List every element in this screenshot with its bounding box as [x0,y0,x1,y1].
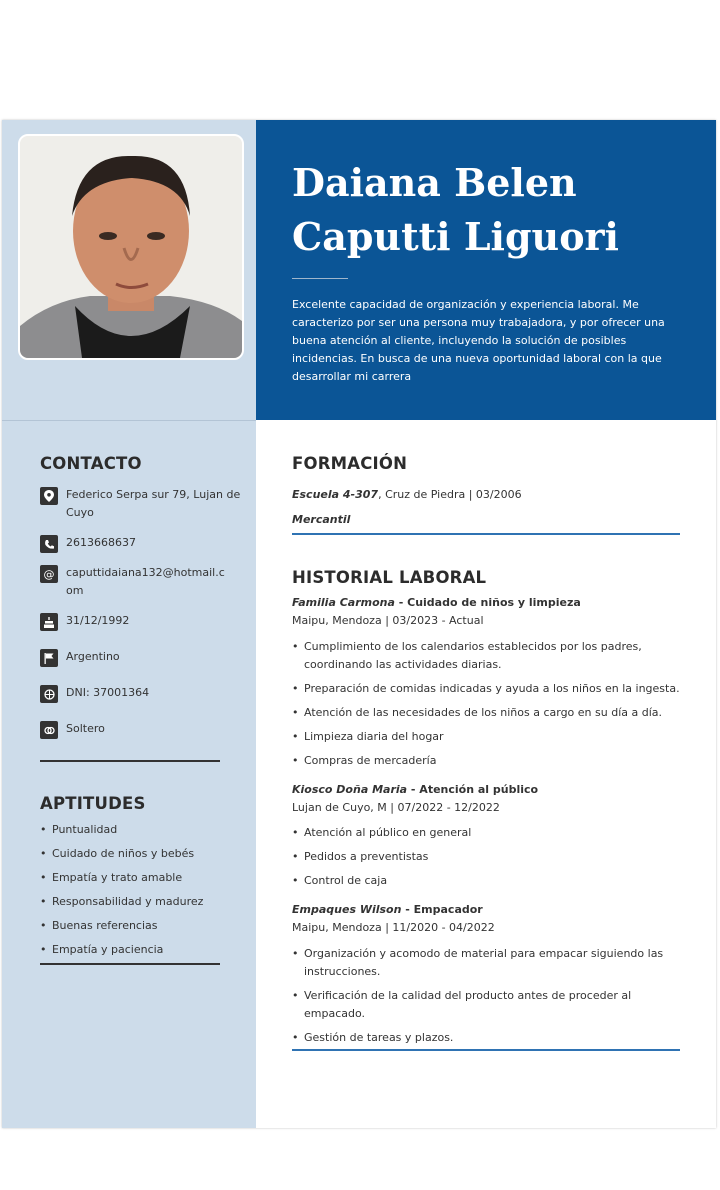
job-bullet: • Gestión de tareas y plazos. [292,1029,682,1047]
job-meta: Maipu, Mendoza | 03/2023 - Actual [292,614,484,627]
contact-dni [40,684,250,703]
skills-list [40,821,250,959]
job-company: Kiosco Doña Maria [292,783,408,796]
job-role: - Atención al público [407,783,539,796]
skill-item: • Cuidado de niños y bebés [40,845,250,863]
skill-item: • Buenas referencias [40,917,250,935]
job-bullet: • Atención de las necesidades de los niños a cargo en su día a día. [292,704,682,722]
job-bullet: • Limpieza diaria del hogar [292,728,682,746]
education-details: , Cruz de Piedra | 03/2006 [378,488,522,501]
job-title [292,901,483,919]
name-divider [292,278,348,279]
job-title [292,594,581,612]
education-divider [292,533,680,535]
name-line-1: Daiana Belen [292,160,577,205]
phone-icon [40,535,58,553]
location-pin-icon [40,487,58,505]
job-bullet: • Atención al público en general [292,824,682,842]
skill-item: • Empatía y trato amable [40,869,250,887]
job-meta: Lujan de Cuyo, M | 07/2022 - 12/2022 [292,801,500,814]
contact-birthdate-text: 31/12/1992 [66,614,130,627]
name-line-2: Caputti Liguori [292,214,619,259]
contact-phone-text: 2613668637 [66,536,136,549]
education-school: Escuela 4-307 [292,488,379,501]
at-sign-icon: @ [40,565,58,583]
job-bullet: • Organización y acomodo de material para empacar siguiendo las instrucciones. [292,945,682,981]
job-bullet: • Preparación de comidas indicadas y ayuda a los niños en la ingesta. [292,680,682,698]
job-bullet: • Cumplimiento de los calendarios establecidos por los padres, coordinando las actividades diarias. [292,638,682,674]
skill-item: • Responsabilidad y madurez [40,893,250,911]
skill-item: • Empatía y paciencia [40,941,250,959]
education-heading: FORMACIÓN [292,454,408,473]
work-divider [292,1049,680,1051]
skill-item: • Puntualidad [40,821,250,839]
profile-summary: Excelente capacidad de organización y experiencia laboral. Me caracterizo por ser una persona muy trabajadora, y por ofrecer una buena atención al cliente, incluyendo la solución de posibles incidencias. En busca de una nueva oportunidad laboral con la que desarrollar mi carrera [292,298,665,383]
contact-address-text: Federico Serpa sur 79, Lujan de Cuyo [66,488,241,519]
job-bullets [292,824,682,896]
resume-page [2,120,716,1128]
contact-email-text[interactable]: caputtidaiana132@hotmail.com [66,566,225,597]
contact-status-text: Soltero [66,722,105,735]
work-heading: HISTORIAL LABORAL [292,568,487,587]
education-degree: Mercantil [292,513,351,526]
contact-divider [40,760,220,762]
job-role: - Cuidado de niños y limpieza [394,596,581,609]
job-bullet: • Pedidos a preventistas [292,848,682,866]
job-bullets [292,945,682,1053]
job-role: - Empacador [401,903,483,916]
contact-email[interactable] [40,564,250,600]
profile-photo [18,134,244,360]
id-icon [40,685,58,703]
contact-nationality [40,648,250,667]
skills-heading: APTITUDES [40,794,146,813]
flag-icon [40,649,58,667]
contact-nationality-text: Argentino [66,650,120,663]
job-bullet: • Verificación de la calidad del producto antes de proceder al empacado. [292,987,682,1023]
relationship-icon [40,721,58,739]
contact-dni-text: DNI: 37001364 [66,686,150,699]
education-entry [292,486,522,504]
job-meta: Maipu, Mendoza | 11/2020 - 04/2022 [292,921,495,934]
job-company: Familia Carmona [292,596,395,609]
skills-divider [40,963,220,965]
job-bullets [292,638,682,776]
contact-address [40,486,250,522]
contact-phone [40,534,250,553]
contact-status [40,720,250,739]
birthday-cake-icon [40,613,58,631]
contact-heading: CONTACTO [40,454,142,473]
job-bullet: • Control de caja [292,872,682,890]
job-company: Empaques Wilson [292,903,402,916]
sidebar-divider [2,420,256,421]
job-title [292,781,538,799]
contact-birthdate [40,612,250,631]
job-bullet: • Compras de mercadería [292,752,682,770]
full-name [292,156,702,264]
